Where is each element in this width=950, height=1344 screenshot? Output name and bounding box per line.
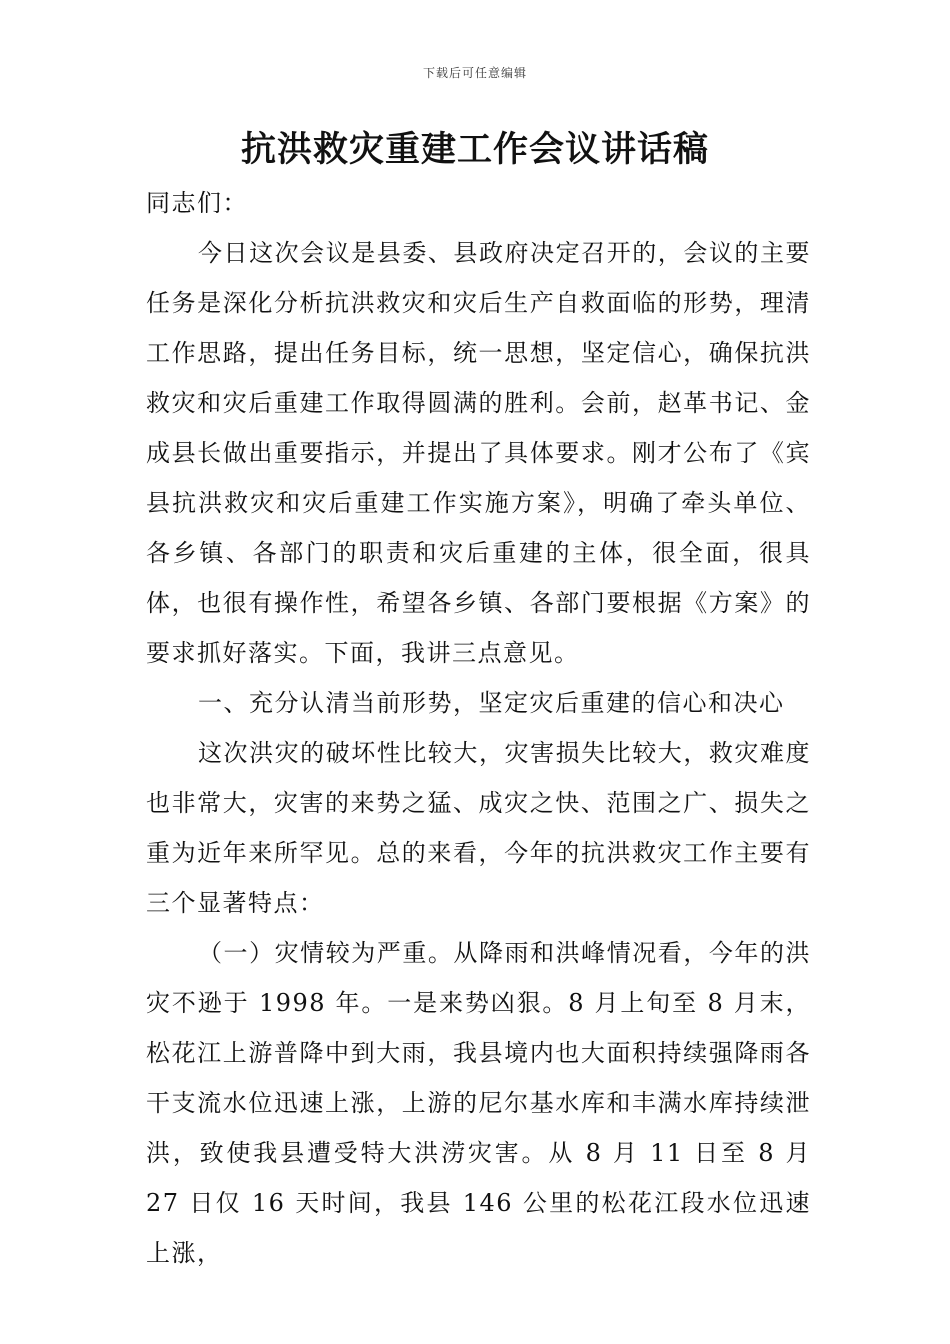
- section-heading-1: 一、充分认清当前形势，坚定灾后重建的信心和决心: [198, 689, 785, 717]
- paragraph-situation: 这次洪灾的破坏性比较大，灾害损失比较大，救灾难度也非常大，灾害的来势之猛、成灾之快、范围之广、损失之重为近年来所罕见。总的来看，今年的抗洪救灾工作主要有三个显著特点：: [146, 739, 811, 917]
- document-title: 抗洪救灾重建工作会议讲话稿: [240, 130, 709, 170]
- salutation: 同志们：: [146, 189, 248, 217]
- header-note: 下载后可任意编辑: [422, 66, 527, 80]
- paragraph-intro: 今日这次会议是县委、县政府决定召开的，会议的主要任务是深化分析抗洪救灾和灾后生产自救面临的形势，理清工作思路，提出任务目标，统一思想，坚定信心，确保抗洪救灾和灾后重建工作取得圆满的胜利。会前，赵革书记、金成县长做出重要指示，并提出了具体要求。刚才公布了《宾县抗洪救灾和灾后重建工作实施方案》，明确了牵头单位、各乡镇、各部门的职责和灾后重建的主体，很全面，很具体，也很有操作性，希望各乡镇、各部门要根据《方案》的要求抓好落实。下面，我讲三点意见。: [146, 239, 811, 667]
- paragraph-severity: （一）灾情较为严重。从降雨和洪峰情况看，今年的洪灾不逊于 1998 年。一是来势凶狠。8 月上旬至 8 月末，松花江上游普降中到大雨，我县境内也大面积持续强降雨各干支流水位迅速上涨，上游的尼尔基水库和丰满水库持续泄洪，致使我县遭受特大洪涝灾害。从 8 月 11 日至 8 月 27 日仅 16 天时间，我县 146 公里的松花江段水位迅速上涨，: [146, 939, 811, 1267]
- document-body: [146, 178, 811, 1278]
